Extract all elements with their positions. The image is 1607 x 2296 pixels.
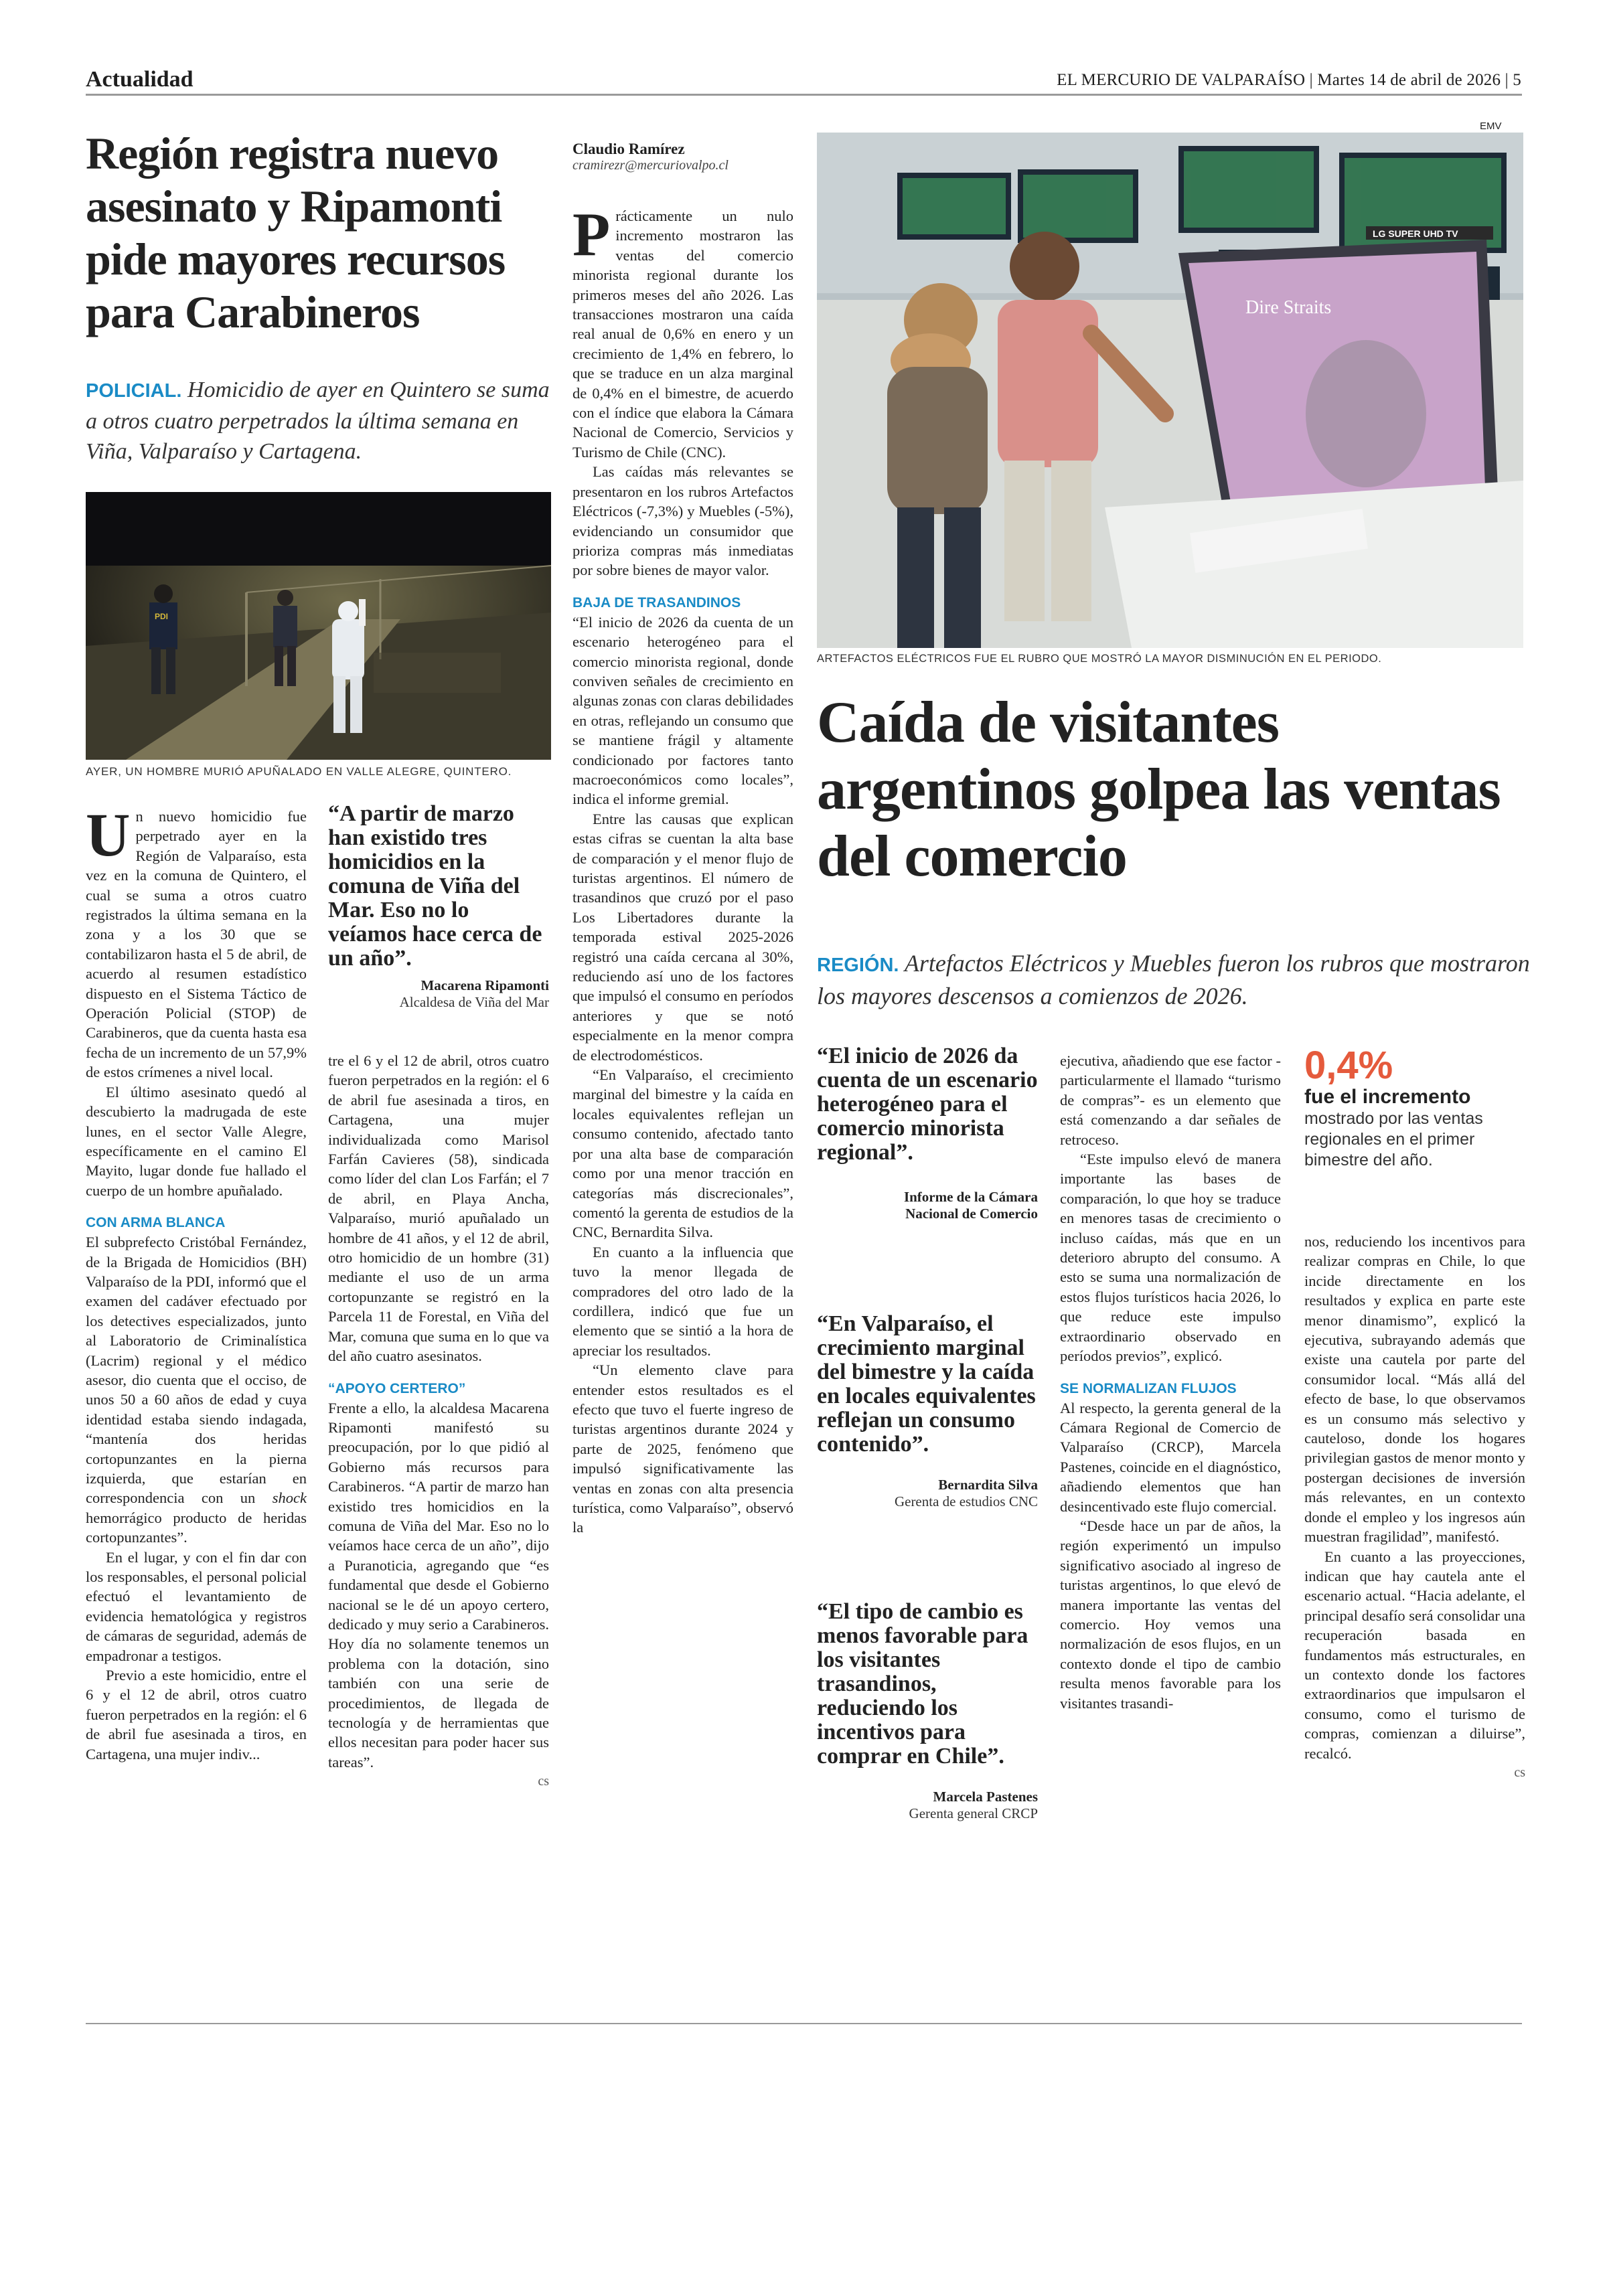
byline-email[interactable]: cramirezr@mercuriovalpo.cl <box>572 158 729 173</box>
subheading: SE NORMALIZAN FLUJOS <box>1060 1380 1237 1396</box>
article1-photo-caption: AYER, UN HOMBRE MURIÓ APUÑALADO EN VALLE ALEGRE, QUINTERO. <box>86 765 512 778</box>
tv-screen-title: Dire Straits <box>1245 297 1332 318</box>
quote-role: Alcaldesa de Viña del Mar <box>399 994 549 1010</box>
paragraph: En cuanto a las proyecciones, indican que hay cautela ante el escenario actual. “Hacia adelante, el principal desafío será consolidar una recuperación basada en fundamentos más estructurales, en un contexto donde los factores extraordinarios que impulsaron el consumo, como el turismo de compras, comienzan a diluirse”, recalcó. <box>1304 1548 1525 1762</box>
paragraph: “El inicio de 2026 da cuenta de un escenario heterogéneo para el comercio minorista regional, donde conviven señales de crecimiento en algunas zonas con claras debilidades en otras, reflejando un consumo que se mantiene frágil y altamente condicionado por factores tanto macroeconómicos como locales”, indica el informe gremial. <box>572 613 793 808</box>
paragraph: Las caídas más relevantes se presentaron en los rubros Artefactos Eléctricos (-7,3%) y Muebles (-5%), evidenciando un consumidor que prioriza compras más inmediatas por sobre bienes de mayor valor. <box>572 463 793 579</box>
subheading: CON ARMA BLANCA <box>86 1215 226 1231</box>
end-mark: cs <box>538 1774 549 1789</box>
article2-col3 <box>1060 1051 1281 1713</box>
masthead: EL MERCURIO DE VALPARAÍSO | Martes 14 de abril de 2026 | 5 <box>1057 71 1521 89</box>
article1-col1 <box>86 801 307 1762</box>
paragraph: ejecutiva, añadiendo que ese factor -particularmente el llamado “turismo de compras”- es un elemento que está comenzando a dar señales de retroceso. <box>1060 1052 1281 1148</box>
byline <box>572 141 793 173</box>
paragraph: “Un elemento clave para entender estos resultados es el efecto que tuvo el fuerte ingreso de turistas argentinos durante 2024 y parte de 2025, fenómeno que impulsó significativamente las ventas en zonas con alta presencia turística, como Valparaíso”, observó la <box>572 1362 793 1536</box>
quote-author: Macarena Ripamonti <box>420 977 549 993</box>
paragraph: Previo a este homicidio, entre el 6 y el 12 de abril, otros cuatro fueron perpetrados en la región: el 6 de abril fue asesinada a tiros, en Cartagena, una mujer indiv... <box>86 1667 307 1762</box>
paragraph: “Este impulso elevó de manera importante las bases de comparación, lo que hoy se traduce en menores tasas de crecimiento o incluso caídas, más que en un deterioro abrupto del consumo. A esto se suma una normalización de estos flujos turísticos hacia 2026, lo que reduce este impulso extraordinario observado en períodos previos”, explicó. <box>1060 1151 1281 1365</box>
article2-col1 <box>572 200 793 1538</box>
stat-description: mostrado por las ventas regionales en el primer bimestre del año. <box>1304 1109 1483 1169</box>
subheading: BAJA DE TRASANDINOS <box>572 594 741 610</box>
kicker-text: Artefactos Eléctricos y Muebles fueron los rubros que mostraron los mayores descensos a comienzos de 2026. <box>817 950 1530 1009</box>
pull-quote-ripamonti: “A partir de marzo han existido tres homicidios en la comuna de Viña del Mar. Eso no lo veíamos hace cerca de un año”. Macarena Ripamonti Alcaldesa de Viña del Mar <box>328 801 549 1010</box>
pull-quote-informe: “El inicio de 2026 da cuenta de un escenario heterogéneo para el comercio minorista regional”. Informe de la Cámara Nacional de Comercio <box>817 1044 1038 1222</box>
paragraph: Al respecto, la gerenta general de la Cámara Regional de Comercio de Valparaíso (CRCP), Marcela Pastenes, coincide en el diagnóstico, añadiendo elementos que han desincentivado este flujo comercial. <box>1060 1399 1281 1515</box>
paragraph: tre el 6 y el 12 de abril, otros cuatro fueron perpetrados en la región: el 6 de abril fue asesinada a tiros, en Cartagena, una mujer individualizada como Marisol Farfán Cavieres (58), sindicada como líder del clan Los Farfán; el 7 de abril, en Playa Ancha, Valparaíso, murió apuñalado un hombre de 41 años, y el 12 de abril, otro homicidio de un hombre (31) mediante el uso de un arma cortopunzante se registró en la Parcela 11 de Forestal, en Viña del Mar, comuna que suma en lo que va del año cuatro asesinatos. <box>328 1052 549 1365</box>
pull-quote-pastenes: “El tipo de cambio es menos favorable para los visitantes trasandinos, reduciendo los incentivos para comprar en Chile”. Marcela Pastenes Gerenta general CRCP <box>817 1599 1038 1821</box>
tv-brand-label: LG SUPER UHD TV <box>1373 228 1458 239</box>
stat-label: fue el incremento <box>1304 1086 1471 1108</box>
header-rule <box>86 94 1522 96</box>
drop-cap: U <box>86 801 131 869</box>
photo-credit: EMV <box>1480 120 1502 132</box>
quote-author: Informe de la Cámara <box>903 1189 1038 1205</box>
byline-name: Claudio Ramírez <box>572 141 685 157</box>
paragraph: El último asesinato quedó al descubierto la madrugada de este lunes, en el sector Valle Alegre, específicamente en el camino El Mayito, lugar donde fue hallado el cuerpo de un hombre apuñalado. <box>86 1083 307 1199</box>
end-mark: cs <box>1514 1765 1525 1780</box>
stat-box <box>1304 1046 1525 1171</box>
article2-headline[interactable]: Caída de visitantes argentinos golpea las ventas del comercio <box>817 690 1501 889</box>
paragraph: “En Valparaíso, el crecimiento marginal del bimestre y la caída en locales equivalentes reflejan un consumo contenido, afectado tanto por una alta base de comparación como por una menor tracción en categorías más discrecionales”, comentó la gerenta de estudios de la CNC, Bernardita Silva. <box>572 1066 793 1241</box>
kicker-text: Homicidio de ayer en Quintero se suma a otros cuatro perpetrados la última semana en Viña, Valparaíso y Cartagena. <box>86 378 550 464</box>
article2-kicker <box>817 948 1533 1011</box>
quote-role: Gerenta general CRCP <box>909 1805 1038 1821</box>
quote-author-line2: Nacional de Comercio <box>905 1206 1038 1222</box>
article2-photo-caption: ARTEFACTOS ELÉCTRICOS FUE EL RUBRO QUE MOSTRÓ LA MAYOR DISMINUCIÓN EN EL PERIODO. <box>817 653 1382 665</box>
paragraph: En cuanto a la influencia que tuvo la menor llegada de compradores del otro lado de la cordillera, indicó que fue un elemento que se sintió a la hora de apreciar los resultados. <box>572 1243 793 1359</box>
kicker-tag: POLICIAL. <box>86 380 182 402</box>
paragraph: “Desde hace un par de años, la región experimentó un impulso significativo asociado al ingreso de turistas argentinos, lo que elevó de manera importante las ventas del comercio. Hoy vemos una normalización de esos flujos, en un contexto donde el tipo de cambio resulta menos favorable para los visitantes trasandi- <box>1060 1517 1281 1712</box>
footer-rule <box>86 2023 1522 2024</box>
subheading: “APOYO CERTERO” <box>328 1380 466 1396</box>
article1-kicker <box>86 375 554 467</box>
drop-cap: P <box>572 200 611 268</box>
paragraph: Frente a ello, la alcaldesa Macarena Ripamonti manifestó su preocupación, por lo que pidió al Gobierno más recursos para Carabineros. “A partir de marzo han existido tres homicidios en la comuna de Viña del Mar. Eso no lo veíamos hace cerca de un año”, dijo a Puranoticia, agregando que “es fundamental que desde el Gobierno nacional se le dé un apoyo certero, dedicado y muy serio a Carabineros. Hoy día no solamente tenemos un problema con la dotación, sino también con una serie de procedimientos, de llegada de tecnología y de herramientas que ellos necesitan para poder hacer sus tareas”. <box>328 1399 549 1771</box>
quote-role: Gerenta de estudios CNC <box>894 1493 1038 1509</box>
quote-author: Marcela Pastenes <box>933 1789 1038 1805</box>
pull-quote-silva: “En Valparaíso, el crecimiento marginal del bimestre y la caída en locales equivalentes reflejan un consumo contenido”. Bernardita Silva Gerenta de estudios CNC <box>817 1311 1038 1509</box>
stat-value: 0,4% <box>1304 1044 1393 1087</box>
article2-col4 <box>1304 1232 1525 1783</box>
article1-col2 <box>328 1051 549 1792</box>
paragraph: nos, reduciendo los incentivos para realizar compras en Chile, lo que incide directamente en los resultados y explica en parte este menor dinamismo”, explicó la ejecutiva, subrayando además que existe una cautela por parte del consumidor local. “Más allá del efecto de base, lo que observamos es un consumo más selectivo y cauteloso, donde los hogares privilegian gastos de menor monto y postergan decisiones de inversión más relevantes, en un contexto donde el empleo y los ingresos aún muestran fragilidad”, manifestó. <box>1304 1233 1525 1546</box>
paragraph: n nuevo homicidio fue perpetrado ayer en la Región de Valparaíso, esta vez en la comuna de Quintero, el cual se suma a otros cuatro registrados la última semana en la zona y a los 30 que se contabilizaron hasta el 5 de abril, de acuerdo al resumen estadístico dispuesto en el Sistema Táctico de Operación Policial (STOP) de Carabineros, que da cuenta hasta esa fecha de un incremento de un 57,9% de estos crímenes a nivel local. <box>86 808 307 1081</box>
pdi-label: PDI <box>155 612 169 621</box>
paragraph: El subprefecto Cristóbal Fernández, de la Brigada de Homicidios (BH) Valparaíso de la PDI, informó que el examen del cadáver efectuado por los detectives especializados, junto al Laboratorio de Criminalística (Lacrim) regional y el médico asesor, dio cuenta que el occiso, de unos 50 a 60 años de edad y cuya identidad estaba siendo indagada, “mantenía dos heridas cortopunzantes en la pierna izquierda, que estarían en correspondencia con un shock hemorrágico producto de heridas cortopunzantes”. <box>86 1234 307 1546</box>
article1-headline[interactable]: Región registra nuevo asesinato y Ripamonti pide mayores recursos para Carabineros <box>86 128 506 337</box>
paragraph: En el lugar, y con el fin dar con los responsables, el personal policial efectuó el levantamiento de evidencia hematológica y registros de cámaras de seguridad, además de empadronar a testigos. <box>86 1548 307 1664</box>
crime-scene-photo <box>86 492 551 760</box>
paragraph: rácticamente un nulo incremento mostraron las ventas del comercio minorista regional durante los primeros meses del año 2026. Las transacciones mostraron una caída real anual de 0,6% en enero y un crecimiento de 1,4% en febrero, lo que se traduce en un alza marginal de 0,4% en el bimestre, de acuerdo con el índice que elabora la Cámara Nacional de Comercio, Servicios y Turismo de Chile (CNC). <box>572 208 793 461</box>
paragraph: Entre las causas que explican estas cifras se cuentan la alta base de comparación y el menor flujo de turistas argentinos. El número de trasandinos que cruzó por el paso Los Libertadores durante la temporada estival 2025-2026 registró una caída cercana al 30%, reduciendo así uno de los factores que impulsó el consumo en períodos anteriores y que se notó especialmente en la menor compra de electrodomésticos. <box>572 810 793 1064</box>
store-photo <box>817 133 1523 648</box>
section-label: Actualidad <box>86 67 194 92</box>
kicker-tag: REGIÓN. <box>817 955 899 976</box>
quote-author: Bernardita Silva <box>938 1477 1038 1493</box>
